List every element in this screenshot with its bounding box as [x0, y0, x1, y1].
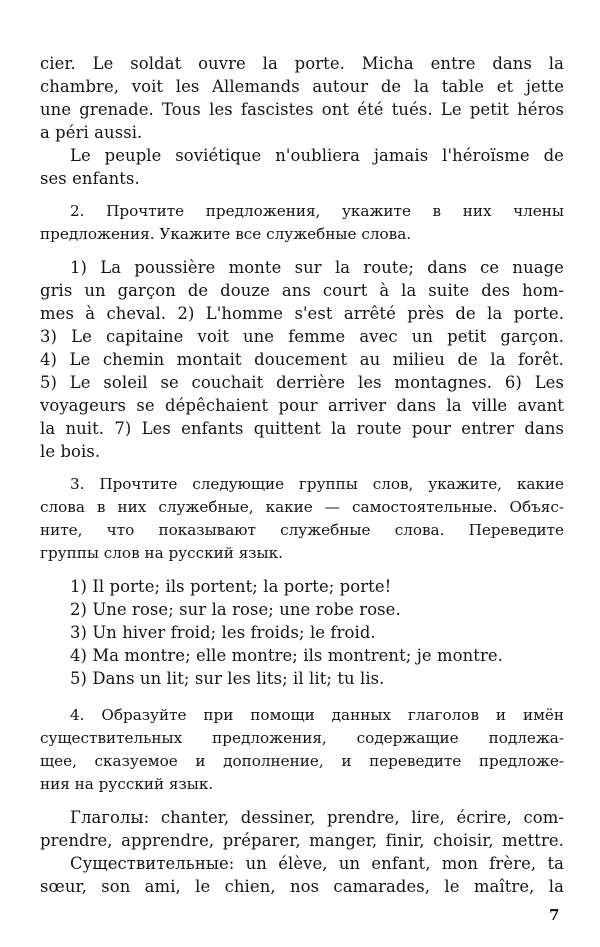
text-line: mes à cheval. 2) L'homme s'est arrêté près de la porte.: [40, 304, 564, 323]
exercise-3-instruction: [40, 473, 564, 565]
text-line: 2. Прочтите предложения, укажите в них члены: [70, 202, 564, 220]
text-line: prendre, apprendre, préparer, manger, finir, choisir, mettre.: [40, 831, 564, 850]
text-line: 3) Le capitaine voit une femme avec un petit garçon.: [40, 327, 564, 346]
exercise-3-items: [40, 575, 564, 690]
page-number: 7: [549, 906, 560, 924]
text-line: a péri aussi.: [40, 123, 143, 142]
list-item: 4) Ma montre; elle montre; ils montrent; je montre.: [70, 646, 503, 665]
list-item: 2) Une rose; sur la rose; une robe rose.: [70, 600, 401, 619]
exercise-4-instruction: [40, 704, 564, 796]
text-line: sœur, son ami, le chien, nos camarades, le maître, la: [40, 877, 564, 896]
text-line: слова в них служебные, какие — самостоятельные. Объяс-: [40, 498, 564, 516]
text-line: ния на русский язык.: [40, 775, 214, 793]
text-line: ните, что показывают служебные слова. Переведите: [40, 521, 564, 539]
text-line: щее, сказуемое и дополнение, и переведите предложе-: [40, 752, 564, 770]
text-line: группы слов на русский язык.: [40, 544, 283, 562]
exercise-4-nouns: [40, 852, 564, 898]
text-line: 4) Le chemin montait doucement au milieu de la forêt.: [40, 350, 564, 369]
page-content: [40, 52, 564, 898]
text-line: une grenade. Tous les fascistes ont été tués. Le petit héros: [40, 100, 564, 119]
text-line: Глаголы: chanter, dessiner, prendre, lire, écrire, com-: [70, 808, 564, 827]
text-line: Le peuple soviétique n'oubliera jamais l'héroïsme de: [70, 146, 564, 165]
list-item: 1) Il porte; ils portent; la porte; porte!: [70, 577, 392, 596]
text-line: 1) La poussière monte sur la route; dans ce nuage: [70, 258, 564, 277]
text-line: voyageurs se dépêchaient pour arriver dans la ville avant: [40, 396, 564, 415]
list-item: 3) Un hiver froid; les froids; le froid.: [70, 623, 376, 642]
text-line: cier. Le soldat ouvre la porte. Micha entre dans la: [40, 54, 564, 73]
text-line: gris un garçon de douze ans court à la suite des hom-: [40, 281, 564, 300]
text-line: существительных предложения, содержащие подлежа-: [40, 729, 564, 747]
text-line: 4. Образуйте при помощи данных глаголов и имён: [70, 706, 564, 724]
list-item: 5) Dans un lit; sur les lits; il lit; tu lis.: [70, 669, 385, 688]
exercise-2-text: [40, 256, 564, 463]
text-line: la nuit. 7) Les enfants quittent la route pour entrer dans: [40, 419, 564, 438]
story-paragraph: [40, 52, 564, 190]
text-line: chambre, voit les Allemands autour de la table et jette: [40, 77, 564, 96]
text-line: предложения. Укажите все служебные слова.: [40, 225, 412, 243]
text-line: Существительные: un élève, un enfant, mon frère, ta: [70, 854, 564, 873]
exercise-4-verbs: [40, 806, 564, 852]
exercise-2-instruction: [40, 200, 564, 246]
text-line: le bois.: [40, 442, 101, 461]
text-line: 5) Le soleil se couchait derrière les montagnes. 6) Les: [40, 373, 564, 392]
text-line: 3. Прочтите следующие группы слов, укажите, какие: [70, 475, 564, 493]
text-line: ses enfants.: [40, 169, 140, 188]
